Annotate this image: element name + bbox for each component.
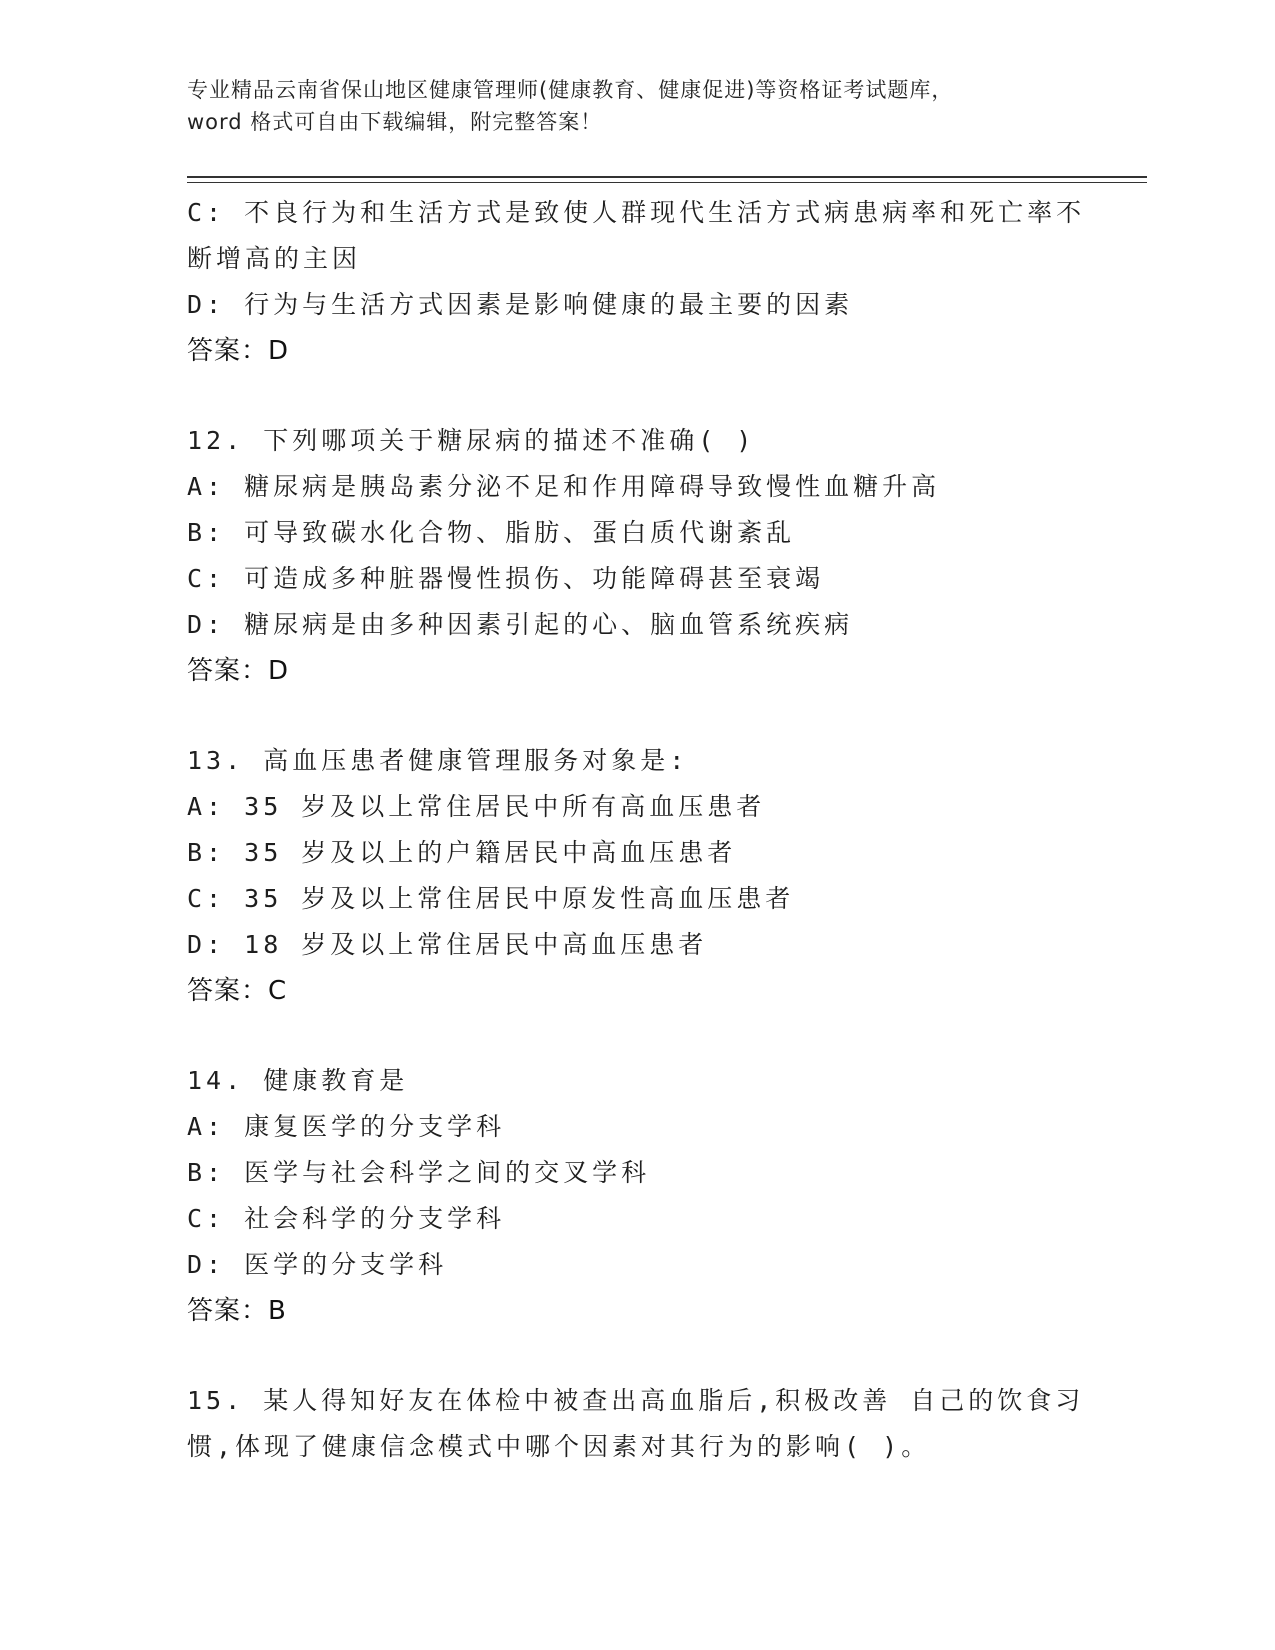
document-header (187, 74, 1087, 138)
option-c: C: 可造成多种脏器慢性损伤、功能障碍甚至衰竭 (187, 564, 825, 593)
question-stem: 12. 下列哪项关于糖尿病的描述不准确( ) (187, 426, 756, 455)
question-stem-line-1: 15. 某人得知好友在体检中被查出高血脂后,积极改善 自己的饮食习 (187, 1386, 1085, 1415)
question-15 (187, 1378, 1085, 1470)
question-gap (187, 374, 1067, 418)
question-14 (187, 1058, 1067, 1334)
answer-line: 答案：B (187, 1296, 287, 1326)
answer-line: 答案：D (187, 656, 290, 686)
option-b: B: 可导致碳水化合物、脂肪、蛋白质代谢紊乱 (187, 518, 796, 547)
question-stem: 13. 高血压患者健康管理服务对象是: (187, 746, 689, 775)
question-12 (187, 418, 1067, 694)
question-gap (187, 694, 1067, 738)
option-b: B: 医学与社会科学之间的交叉学科 (187, 1158, 651, 1187)
header-divider-thin (187, 182, 1147, 183)
option-a: A: 35 岁及以上常住居民中所有高血压患者 (187, 792, 766, 821)
question-list (187, 190, 1086, 1470)
answer-line: 答案：C (187, 976, 288, 1006)
option-d: D: 行为与生活方式因素是影响健康的最主要的因素 (187, 290, 854, 319)
question-11-continuation (187, 190, 1086, 374)
option-a: A: 康复医学的分支学科 (187, 1112, 506, 1141)
answer-line: 答案：D (187, 336, 290, 366)
option-d: D: 18 岁及以上常住居民中高血压患者 (187, 930, 708, 959)
option-c-line-2: 断增高的主因 (187, 244, 362, 273)
option-c: C: 35 岁及以上常住居民中原发性高血压患者 (187, 884, 795, 913)
option-b: B: 35 岁及以上的户籍居民中高血压患者 (187, 838, 737, 867)
option-d: D: 医学的分支学科 (187, 1250, 448, 1279)
question-gap (187, 1014, 1067, 1058)
option-d: D: 糖尿病是由多种因素引起的心、脑血管系统疾病 (187, 610, 854, 639)
option-c: C: 社会科学的分支学科 (187, 1204, 506, 1233)
option-c-line-1: C: 不良行为和生活方式是致使人群现代生活方式病患病率和死亡率不 (187, 198, 1086, 227)
option-a: A: 糖尿病是胰岛素分泌不足和作用障碍导致慢性血糖升高 (187, 472, 941, 501)
header-title-line-1: 专业精品云南省保山地区健康管理师(健康教育、健康促进)等资格证考试题库， (187, 78, 954, 102)
header-divider-thick (187, 176, 1147, 178)
question-stem: 14. 健康教育是 (187, 1066, 409, 1095)
question-gap (187, 1334, 1067, 1378)
question-stem-line-2: 惯,体现了健康信念模式中哪个因素对其行为的影响( )。 (187, 1432, 931, 1461)
question-13 (187, 738, 1067, 1014)
header-title-line-2: word 格式可自由下载编辑，附完整答案！ (187, 110, 603, 134)
